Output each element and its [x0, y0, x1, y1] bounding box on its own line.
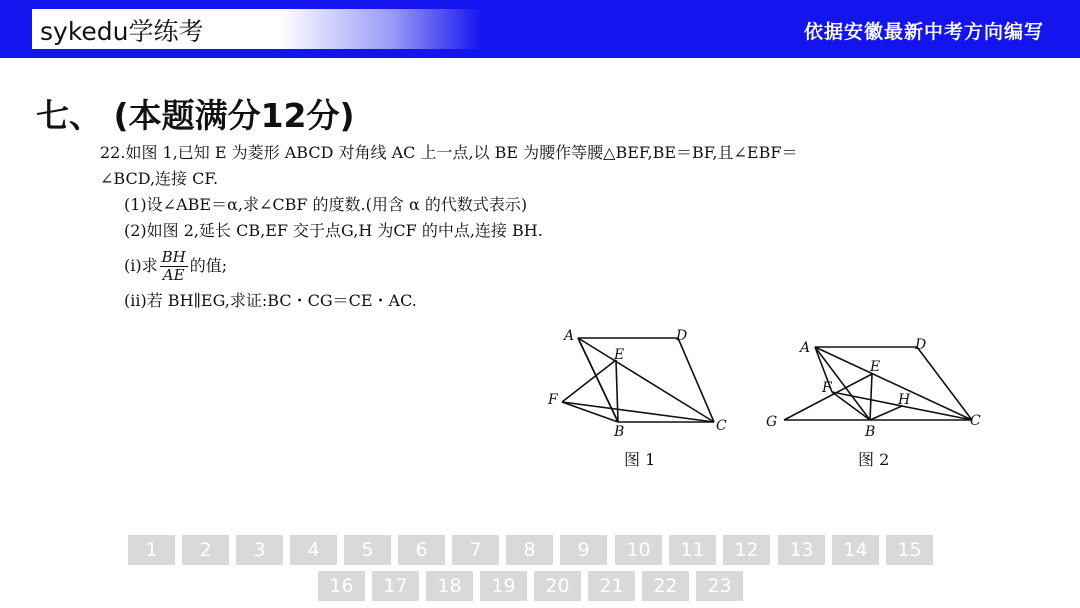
header-slogan: 依据安徽最新中考方向编写 — [803, 21, 1044, 43]
problem-line: ∠BCD,连接 CF. — [100, 169, 219, 188]
section-title: 七、 (本题满分12分) — [36, 96, 355, 135]
page-button-18[interactable]: 18 — [426, 571, 473, 601]
problem-line: (1)设∠ABE＝α,求∠CBF 的度数.(用含 α 的代数式表示) — [124, 195, 528, 214]
brand-title: sykedu学练考 — [40, 17, 204, 46]
point-label: A — [800, 340, 811, 356]
figure-1-caption: 图 1 — [624, 450, 656, 469]
fraction — [160, 249, 188, 284]
problem-line — [100, 244, 980, 288]
page-button-19[interactable]: 19 — [480, 571, 527, 601]
page-button-17[interactable]: 17 — [372, 571, 419, 601]
page-button-3[interactable]: 3 — [236, 535, 283, 565]
point-label: D — [915, 337, 927, 353]
page-button-9[interactable]: 9 — [560, 535, 607, 565]
page-button-14[interactable]: 14 — [832, 535, 879, 565]
page-button-15[interactable]: 15 — [886, 535, 933, 565]
page-button-10[interactable]: 10 — [615, 535, 662, 565]
point-label: H — [898, 392, 911, 408]
point-label: D — [676, 328, 688, 344]
page-button-6[interactable]: 6 — [398, 535, 445, 565]
fraction-numerator: BH — [161, 248, 186, 266]
question-part-i-prefix: (ⅰ)求 — [124, 256, 158, 275]
page-button-8[interactable]: 8 — [506, 535, 553, 565]
point-label: B — [614, 424, 625, 440]
problem-line: (2)如图 2,延长 CB,EF 交于点G,H 为CF 的中点,连接 BH. — [124, 221, 543, 240]
page-button-2[interactable]: 2 — [182, 535, 229, 565]
page-button-16[interactable]: 16 — [318, 571, 365, 601]
page-button-21[interactable]: 21 — [588, 571, 635, 601]
page-button-20[interactable]: 20 — [534, 571, 581, 601]
page-button-7[interactable]: 7 — [452, 535, 499, 565]
page-button-12[interactable]: 12 — [723, 535, 770, 565]
point-label: G — [766, 414, 778, 430]
page-button-4[interactable]: 4 — [290, 535, 337, 565]
page-button-22[interactable]: 22 — [642, 571, 689, 601]
point-label: F — [548, 392, 558, 408]
figure-2-caption: 图 2 — [858, 450, 890, 469]
point-label: A — [564, 328, 575, 344]
point-label: B — [865, 424, 876, 440]
page-button-11[interactable]: 11 — [669, 535, 716, 565]
question-part-i-suffix: 的值; — [189, 256, 228, 275]
point-label: C — [716, 418, 727, 434]
problem-line: 22.如图 1,已知 E 为菱形 ABCD 对角线 AC 上一点,以 BE 为腰作等腰△BEF,BE＝BF,且∠EBF＝ — [100, 143, 798, 162]
page-button-13[interactable]: 13 — [778, 535, 825, 565]
point-label: E — [870, 359, 881, 375]
fraction-denominator: AE — [162, 266, 185, 284]
problem-text — [100, 140, 980, 314]
figure-1-diagram — [540, 322, 740, 440]
page-button-23[interactable]: 23 — [696, 571, 743, 601]
point-label: F — [822, 380, 832, 396]
figure-2-diagram — [760, 332, 985, 440]
page-button-1[interactable]: 1 — [128, 535, 175, 565]
point-label: C — [970, 413, 981, 429]
problem-line: (ⅱ)若 BH∥EG,求证:BC・CG＝CE・AC. — [124, 291, 417, 310]
header-bar — [0, 0, 1080, 58]
point-label: E — [614, 347, 625, 363]
page-button-5[interactable]: 5 — [344, 535, 391, 565]
